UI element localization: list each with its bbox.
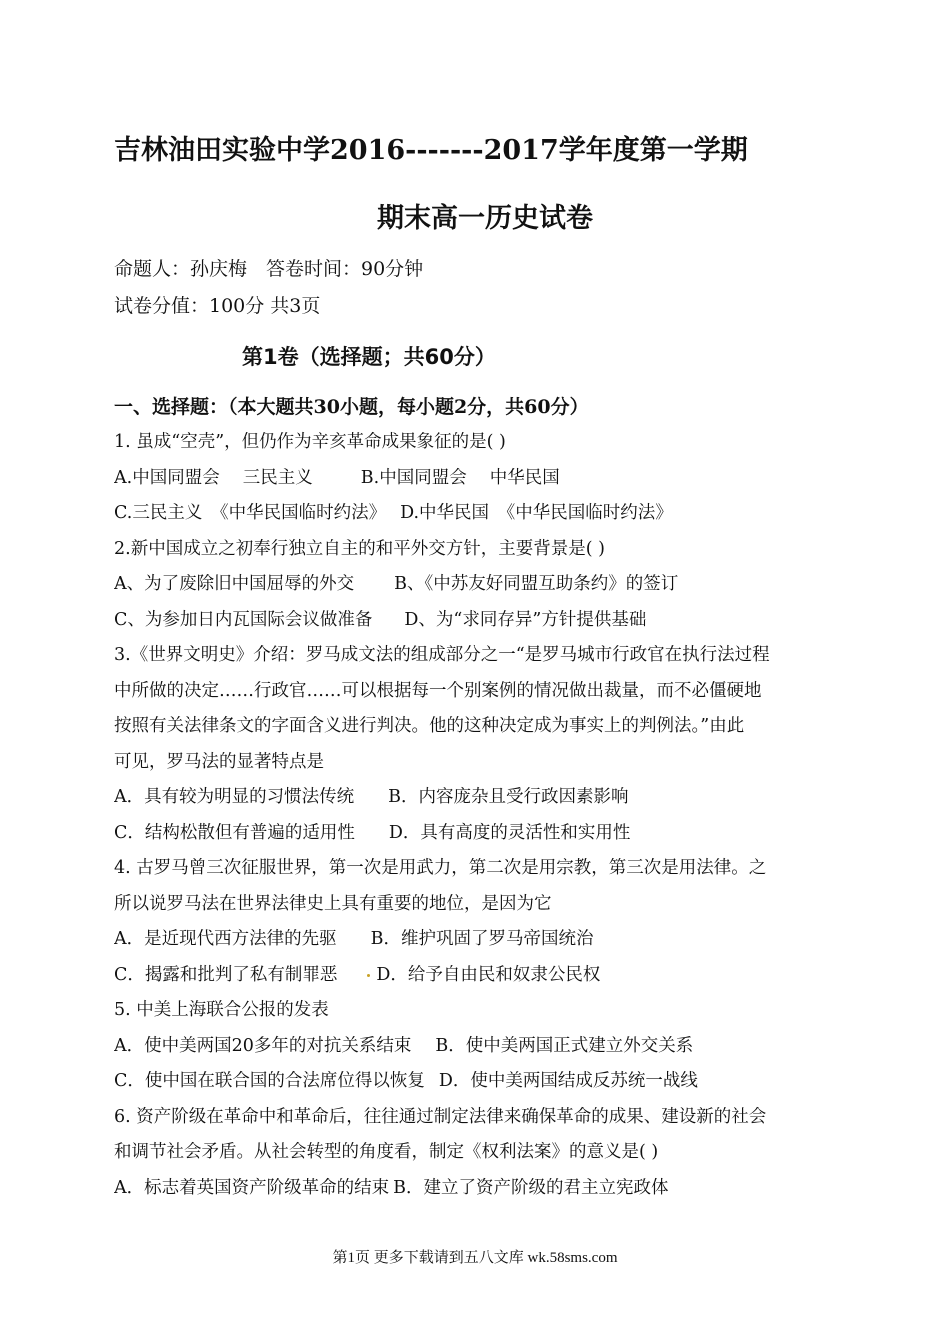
q4-option-a: A．是近现代西方法律的先驱 [114, 929, 337, 949]
q4-stem-line1: 4. 古罗马曾三次征服世界，第一次是用武力，第二次是用宗教，第三次是用法律。之 [114, 858, 767, 878]
section-title: 第1卷（选择题；共60分） [242, 345, 496, 369]
q1-option-c: C.三民主义 《中华民国临时约法》 [114, 503, 387, 523]
q1-option-a: A.中国同盟会 三民主义 [114, 467, 313, 488]
q5-option-c: C．使中国在联合国的合法席位得以恢复 [114, 1071, 425, 1091]
q1-stem: 1. 虽成“空壳”，但仍作为辛亥革命成果象征的是( ) [114, 432, 506, 452]
q2-stem: 2.新中国成立之初奉行独立自主的和平外交方针，主要背景是( ) [114, 538, 605, 559]
speck-mark [367, 974, 370, 977]
q5-options-ab [114, 1029, 838, 1065]
q5-options-cd [114, 1064, 838, 1100]
q3-option-d: D．具有高度的灵活性和实用性 [388, 822, 631, 843]
q4-options-ab [114, 922, 838, 958]
q3-stem-line1: 3.《世界文明史》介绍：罗马成文法的组成部分之一“是罗马城市行政官在执行法过程 [114, 645, 770, 665]
q2-option-b: B、《中苏友好同盟互助条约》的签订 [394, 574, 679, 594]
exam-title-line1: 吉林油田实验中学2016-------2017学年度第一学期 [114, 135, 748, 166]
q6-options-ab [114, 1171, 838, 1207]
score-pages-line: 试卷分值：100分 共3页 [114, 295, 321, 317]
q1-options-cd [114, 496, 838, 532]
exam-title-line2: 期末高一历史试卷 [377, 203, 593, 234]
author-time-line: 命题人：孙庆梅 答卷时间：90分钟 [114, 258, 424, 280]
q5-stem: 5. 中美上海联合公报的发表 [114, 1000, 329, 1020]
q4-stem-line2: 所以说罗马法在世界法律史上具有重要的地位，是因为它 [114, 893, 552, 914]
q3-stem-line3: 按照有关法律条文的字面含义进行判决。他的这种决定成为事实上的判例法。”由此 [114, 716, 745, 736]
q6-stem-line1: 6. 资产阶级在革命中和革命后，往往通过制定法律来确保革命的成果、建设新的社会 [114, 1106, 767, 1127]
q4-options-cd [114, 958, 838, 994]
q3-options-cd [114, 816, 838, 852]
q6-option-a: A．标志着英国资产阶级革命的结束 [114, 1177, 390, 1198]
q3-option-a: A．具有较为明显的习惯法传统 [114, 787, 355, 807]
q5-option-d: D．使中美两国结成反苏统一战线 [438, 1071, 698, 1091]
q4-option-c: C．揭露和批判了私有制罪恶 [114, 964, 338, 985]
q1-options-ab [114, 461, 838, 497]
q1-option-b: B.中国同盟会 中华民国 [360, 467, 560, 488]
q3-stem-line2: 中所做的决定……行政官……可以根据每一个别案例的情况做出裁量，而不必僵硬地 [114, 680, 762, 701]
q2-option-a: A、为了废除旧中国屈辱的外交 [114, 574, 355, 594]
q3-option-b: B．内容庞杂且受行政因素影响 [388, 787, 629, 807]
q3-stem-line4: 可见，罗马法的显著特点是 [114, 751, 324, 772]
q2-options-cd [114, 603, 838, 639]
q6-stem-line2: 和调节社会矛盾。从社会转型的角度看，制定《权利法案》的意义是( ) [114, 1142, 659, 1162]
part-title: 一、选择题：（本大题共30小题，每小题2分，共60分） [114, 396, 589, 418]
q4-option-b: B．维护巩固了罗马帝国统治 [370, 929, 594, 949]
q6-option-b: B．建立了资产阶级的君主立宪政体 [393, 1177, 669, 1198]
q5-option-a: A．使中美两国20多年的对抗关系结束 [114, 1035, 412, 1056]
questions-body [114, 425, 838, 1206]
page-footer: 第1页 更多下载请到五八文库 wk.58sms.com [332, 1250, 618, 1266]
q2-options-ab [114, 567, 838, 603]
q4-option-d: D．给予自由民和奴隶公民权 [376, 964, 601, 985]
q2-option-c: C、为参加日内瓦国际会议做准备 [114, 609, 373, 630]
q3-option-c: C．结构松散但有普遍的适用性 [114, 822, 355, 843]
q3-options-ab [114, 780, 838, 816]
q1-option-d: D.中华民国 《中华民国临时约法》 [400, 503, 673, 523]
q2-option-d: D、为“求同存异”方针提供基础 [404, 609, 647, 630]
q5-option-b: B．使中美两国正式建立外交关系 [435, 1035, 694, 1056]
